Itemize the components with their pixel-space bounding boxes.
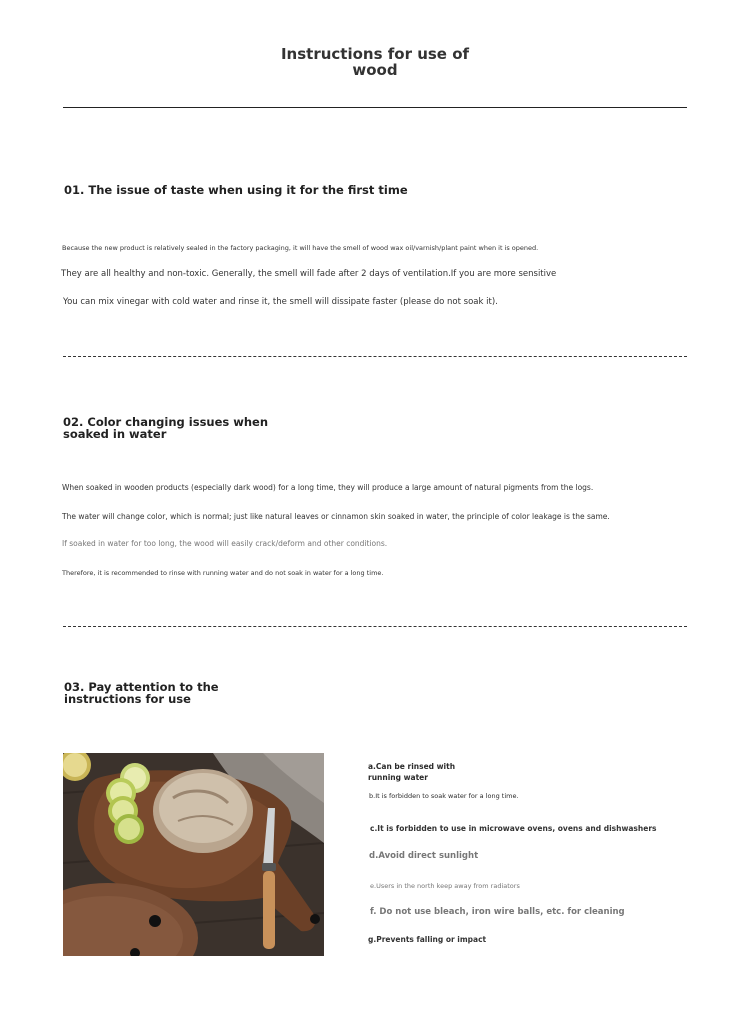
- section-2-line-2: The water will change color, which is normal; just like natural leaves or cinnamon skin soaked in water, the principle of color leakage is the same.: [62, 512, 610, 521]
- section-2-line-3: If soaked in water for too long, the wood will easily crack/deform and other conditions.: [62, 539, 388, 548]
- instruction-f: f. Do not use bleach, iron wire balls, etc. for cleaning: [370, 907, 625, 917]
- section-3-heading: 03. Pay attention to the instructions for use: [64, 680, 219, 706]
- instruction-d: d.Avoid direct sunlight: [369, 851, 479, 861]
- instruction-g: g.Prevents falling or impact: [368, 935, 487, 944]
- section-2-line-4: Therefore, it is recommended to rinse with running water and do not soak in water for a long time.: [62, 569, 384, 577]
- page-title: Instructions for use of wood: [280, 45, 470, 79]
- section-1-heading: 01. The issue of taste when using it for the first time: [64, 183, 408, 197]
- instruction-a: a.Can be rinsed with running water: [368, 762, 456, 782]
- bread-board-illustration: [63, 753, 324, 956]
- instruction-e: e.Users in the north keep away from radiators: [370, 882, 520, 890]
- instruction-b: b.It is forbidden to soak water for a long time.: [369, 792, 519, 800]
- cutting-board-photo: [63, 753, 324, 956]
- section-2-line-1: When soaked in wooden products (especially dark wood) for a long time, they will produce a large amount of natural pigments from the logs.: [62, 483, 594, 492]
- section-2-heading: 02. Color changing issues when soaked in water: [63, 415, 269, 441]
- instruction-c: c.It is forbidden to use in microwave ovens, ovens and dishwashers: [370, 824, 657, 833]
- section-1-line-3: You can mix vinegar with cold water and rinse it, the smell will dissipate faster (please do not soak it).: [63, 297, 498, 307]
- section-divider-1: [63, 356, 687, 357]
- section-divider-2: [63, 626, 687, 627]
- section-1-line-1: Because the new product is relatively sealed in the factory packaging, it will have the smell of wood wax oil/varnish/plant paint when it is opened.: [62, 244, 539, 252]
- section-1-line-2: They are all healthy and non-toxic. Generally, the smell will fade after 2 days of ventilation.If you are more sensitive: [61, 269, 557, 279]
- title-divider: [63, 107, 687, 108]
